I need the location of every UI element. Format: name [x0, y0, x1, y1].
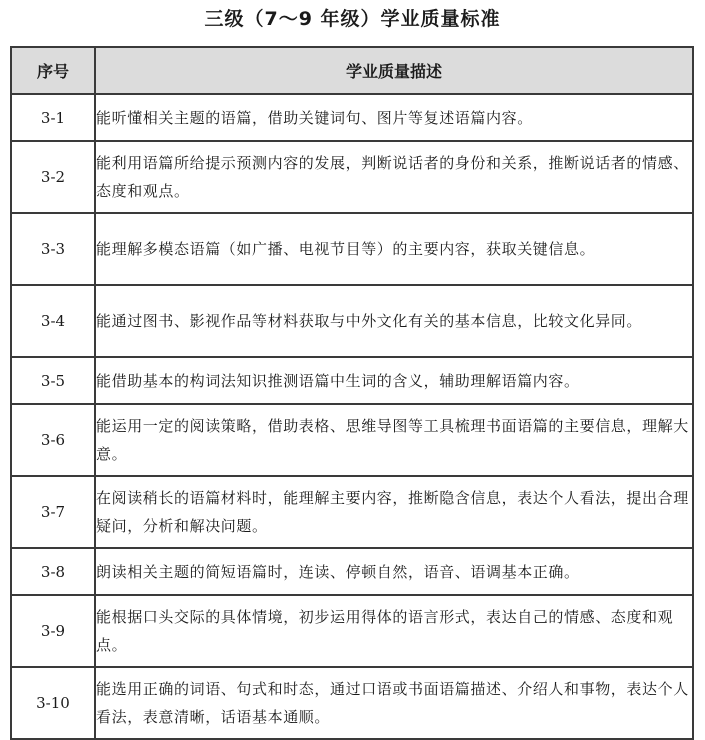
row-number: 3-6 — [11, 404, 95, 476]
row-description: 能听懂相关主题的语篇，借助关键词句、图片等复述语篇内容。 — [95, 94, 693, 141]
row-description: 能理解多模态语篇（如广播、电视节目等）的主要内容，获取关键信息。 — [95, 213, 693, 285]
table-header-row — [11, 47, 693, 94]
row-number: 3-1 — [11, 94, 95, 141]
row-number: 3-2 — [11, 141, 95, 213]
row-number: 3-9 — [11, 595, 95, 667]
table-row — [11, 285, 693, 357]
table-row — [11, 357, 693, 404]
row-description: 能根据口头交际的具体情境，初步运用得体的语言形式，表达自己的情感、态度和观点。 — [95, 595, 693, 667]
row-description: 能利用语篇所给提示预测内容的发展，判断说话者的身份和关系，推断说话者的情感、态度和观点。 — [95, 141, 693, 213]
row-number: 3-7 — [11, 476, 95, 548]
row-number: 3-5 — [11, 357, 95, 404]
row-description: 能借助基本的构词法知识推测语篇中生词的含义，辅助理解语篇内容。 — [95, 357, 693, 404]
table-row — [11, 548, 693, 595]
table-row — [11, 213, 693, 285]
header-serial-number: 序号 — [11, 47, 95, 94]
row-description: 能运用一定的阅读策略，借助表格、思维导图等工具梳理书面语篇的主要信息，理解大意。 — [95, 404, 693, 476]
row-description: 在阅读稍长的语篇材料时，能理解主要内容，推断隐含信息，表达个人看法，提出合理疑问，分析和解决问题。 — [95, 476, 693, 548]
row-number: 3-10 — [11, 667, 95, 739]
quality-standard-table — [10, 46, 694, 740]
table-row — [11, 404, 693, 476]
row-number: 3-4 — [11, 285, 95, 357]
row-number: 3-8 — [11, 548, 95, 595]
table-row — [11, 595, 693, 667]
table-row — [11, 94, 693, 141]
page-title: 三级（7～9 年级）学业质量标准 — [204, 8, 501, 30]
table-row — [11, 476, 693, 548]
row-description: 能通过图书、影视作品等材料获取与中外文化有关的基本信息，比较文化异同。 — [95, 285, 693, 357]
table-row — [11, 141, 693, 213]
row-description: 朗读相关主题的简短语篇时，连读、停顿自然，语音、语调基本正确。 — [95, 548, 693, 595]
row-number: 3-3 — [11, 213, 95, 285]
table-row — [11, 667, 693, 739]
header-quality-description: 学业质量描述 — [95, 47, 693, 94]
row-description: 能选用正确的词语、句式和时态，通过口语或书面语篇描述、介绍人和事物，表达个人看法，表意清晰，话语基本通顺。 — [95, 667, 693, 739]
